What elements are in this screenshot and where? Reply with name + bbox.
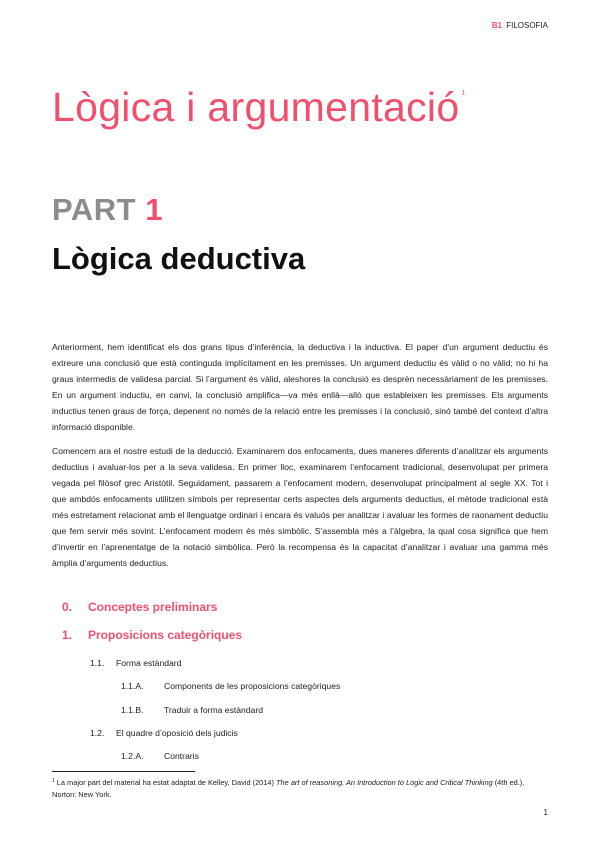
toc-number: 1.1. xyxy=(90,658,105,668)
footnote-text-before: La major part del material ha estat adaptat de Kelley, David (2014) xyxy=(56,778,277,787)
toc-label: Components de les proposicions categòriques xyxy=(164,681,341,691)
section-title: Lògica deductiva xyxy=(52,241,306,276)
toc-number: 1.1.A. xyxy=(121,681,144,691)
toc-item[interactable] xyxy=(121,681,340,691)
paragraph: Comencem ara el nostre estudi de la deducció. Examinarem dos enfocaments, dues maneres diferents d’analitzar els arguments deductius i avaluar-los per a la seva validesa. En primer lloc, examinarem l’enfocament tradicional, desenvolupat per primera vegada pel filòsof grec Aristòtil. Seguidament, passarem a l’enfocament modern, desenvolupat principalment al segle XX. Tot i que ambdós enfocaments utilitzen símbols per representar certs aspectes dels arguments deductius, el mètode tradicional està més estretament relacionat amb el llenguatge ordinari i encara és valuós per analitzar i avaluar les formes de raonament deductiu que fem servir més sovint. L’enfocament modern és més simbòlic. S’assembla més a l’àlgebra, la qual cosa significa que hem d’invertir en l’aprenentatge de la notació simbòlica. Però la recompensa és la capacitat d’analitzar i avaluar una gamma més àmplia d’arguments deductius. xyxy=(52,446,548,568)
paragraph: Anteriorment, hem identificat els dos grans tipus d’inferència, la deductiva i la inductiva. El paper d’un argument deductiu és extreure una conclusió que està continguda implícitament en les premisses. Un argument deductiu és vàlid o no vàlid; no hi ha graus intermedis de validesa parcial. Si l’argument és vàlid, aleshores la conclusió es desprèn necessàriament de les premisses. En un argument inductiu, en canvi, la conclusió amplifica—va més enllà—allò que estableixen les premisses. Els arguments inductius tenen graus de força, depenent no només de la relació entre les premisses i la conclusió, sinó també del context d’altra informació disponible. xyxy=(52,342,548,432)
toc-item[interactable] xyxy=(62,600,217,614)
header-label: FILOSOFIA xyxy=(506,21,548,30)
page-number: 1 xyxy=(543,808,548,817)
toc-label: Conceptes preliminars xyxy=(88,600,218,614)
running-header xyxy=(492,21,548,30)
part-number: 1 xyxy=(145,192,163,227)
header-code: B1 xyxy=(491,21,502,30)
title-footnote-mark: 1 xyxy=(461,90,466,97)
part-heading xyxy=(52,192,163,228)
footnote-text-after: (4th ed.), Norton: New York. xyxy=(52,778,525,799)
toc-item[interactable] xyxy=(90,658,181,668)
document-title-text: Lògica i argumentació xyxy=(52,84,460,130)
toc-label: Contraris xyxy=(164,751,199,761)
toc-number: 1. xyxy=(62,628,73,642)
toc-number: 1.2.A. xyxy=(121,751,144,761)
toc-label: Traduir a forma estàndard xyxy=(164,705,264,715)
footnote-book-title: The art of reasoning. An Introduction to Logic and Critical Thinking xyxy=(276,778,493,787)
toc-item[interactable] xyxy=(121,705,263,715)
toc-item[interactable] xyxy=(121,751,199,761)
body-text xyxy=(52,339,548,579)
toc-label: El quadre d’oposició dels judicis xyxy=(116,728,238,738)
toc-item[interactable] xyxy=(90,728,238,738)
toc-number: 1.1.B. xyxy=(121,705,144,715)
part-label: PART xyxy=(52,192,137,227)
footnote-divider xyxy=(52,771,195,772)
toc-label: Proposicions categòriques xyxy=(88,628,243,642)
toc-item[interactable] xyxy=(62,628,242,642)
toc-label: Forma estàndard xyxy=(116,658,182,668)
toc-number: 0. xyxy=(62,600,73,614)
toc-number: 1.2. xyxy=(90,728,105,738)
document-title xyxy=(52,84,466,131)
footnote xyxy=(52,775,548,801)
footnote-mark: 1 xyxy=(52,778,55,784)
